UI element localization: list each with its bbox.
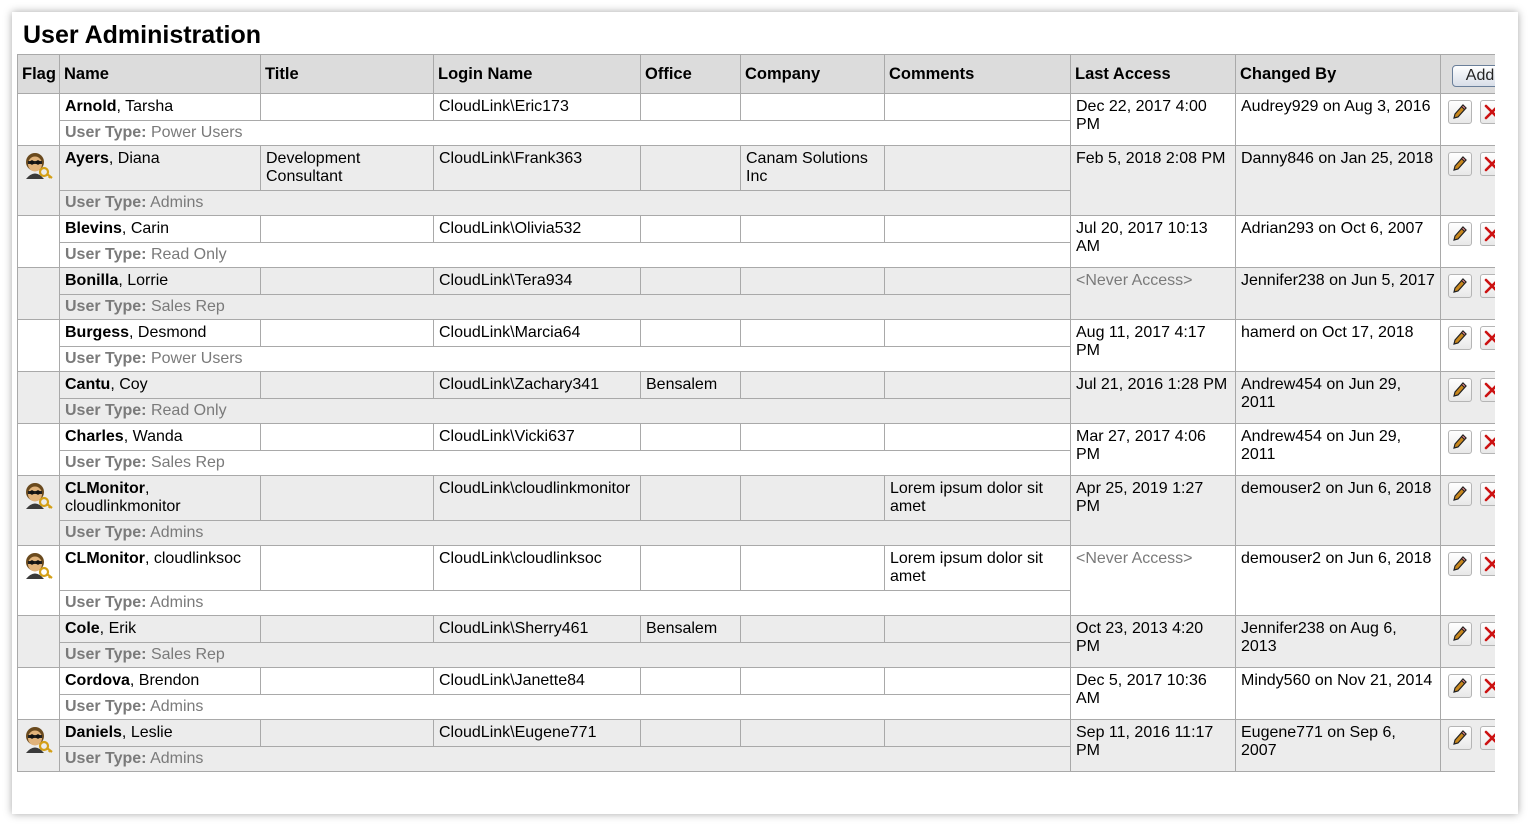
last-name: Cole [65, 620, 100, 637]
last-access-value: Apr 25, 2019 1:27 PM [1076, 480, 1204, 515]
last-name: Blevins [65, 220, 122, 237]
first-name: , cloudlinksoc [144, 550, 242, 567]
changed-by-cell: Mindy560 on Nov 21, 2014 [1236, 668, 1441, 720]
comments-cell: Lorem ipsum dolor sit amet [885, 476, 1071, 521]
delete-user-button[interactable] [1480, 622, 1495, 646]
table-row[interactable] [18, 424, 1496, 451]
title-cell [261, 720, 434, 747]
office-cell [641, 268, 741, 295]
edit-user-button[interactable] [1448, 378, 1472, 402]
actions-cell [1441, 94, 1496, 146]
edit-user-button[interactable] [1448, 274, 1472, 298]
delete-user-button[interactable] [1480, 222, 1495, 246]
last-access-value: <Never Access> [1076, 550, 1193, 567]
comments-cell [885, 268, 1071, 295]
delete-user-button[interactable] [1480, 674, 1495, 698]
login-name-cell: CloudLink\cloudlinkmonitor [434, 476, 641, 521]
login-name-cell: CloudLink\Eric173 [434, 94, 641, 121]
table-row[interactable] [18, 372, 1496, 399]
comments-cell [885, 616, 1071, 643]
company-cell [741, 616, 885, 643]
login-name-cell: CloudLink\Janette84 [434, 668, 641, 695]
user-type-label: User Type: [65, 698, 147, 715]
company-cell [741, 94, 885, 121]
user-type-value: Power Users [150, 124, 243, 141]
user-type-value: Sales Rep [150, 646, 225, 663]
last-name: Charles [65, 428, 124, 445]
company-cell [741, 268, 885, 295]
table-row[interactable] [18, 216, 1496, 243]
actions-header [1441, 55, 1496, 94]
user-type-label: User Type: [65, 298, 147, 315]
flag-cell [18, 476, 60, 546]
user-type-value: Read Only [150, 246, 227, 263]
company-cell [741, 546, 885, 591]
changed-by-cell: Andrew454 on Jun 29, 2011 [1236, 372, 1441, 424]
title-cell [261, 424, 434, 451]
user-type-value: Admins [150, 698, 204, 715]
actions-cell [1441, 146, 1496, 216]
delete-user-button[interactable] [1480, 378, 1495, 402]
office-cell [641, 320, 741, 347]
changed-by-cell: Adrian293 on Oct 6, 2007 [1236, 216, 1441, 268]
comments-cell: Lorem ipsum dolor sit amet [885, 546, 1071, 591]
company-cell [741, 320, 885, 347]
comments-cell [885, 424, 1071, 451]
title-cell [261, 94, 434, 121]
users-table [17, 54, 1495, 772]
delete-user-button[interactable] [1480, 482, 1495, 506]
login-name-cell: CloudLink\Vicki637 [434, 424, 641, 451]
column-header-changed-by[interactable]: Changed By [1236, 55, 1441, 94]
user-type-value: Power Users [150, 350, 243, 367]
title-cell [261, 268, 434, 295]
last-access-cell [1071, 94, 1236, 146]
login-name-cell: CloudLink\Frank363 [434, 146, 641, 191]
user-type-cell [60, 295, 1071, 320]
delete-user-button[interactable] [1480, 274, 1495, 298]
edit-user-button[interactable] [1448, 430, 1472, 454]
last-access-value: Dec 5, 2017 10:36 AM [1076, 672, 1207, 707]
edit-user-button[interactable] [1448, 674, 1472, 698]
office-cell: Bensalem [641, 616, 741, 643]
table-row[interactable] [18, 146, 1496, 191]
last-name: Cantu [65, 376, 111, 393]
column-header-login-name[interactable]: Login Name [434, 55, 641, 94]
actions-cell [1441, 216, 1496, 268]
user-type-label: User Type: [65, 646, 147, 663]
page-title: User Administration [23, 21, 262, 49]
last-access-value: Dec 22, 2017 4:00 PM [1076, 98, 1207, 133]
actions-cell [1441, 320, 1496, 372]
flag-cell [18, 320, 60, 372]
login-name-cell: CloudLink\Marcia64 [434, 320, 641, 347]
last-name: Burgess [65, 324, 130, 341]
last-access-value: Sep 11, 2016 11:17 PM [1076, 724, 1214, 759]
office-cell [641, 94, 741, 121]
user-type-cell [60, 521, 1071, 546]
company-cell [741, 372, 885, 399]
login-name-cell: CloudLink\cloudlinksoc [434, 546, 641, 591]
comments-cell [885, 720, 1071, 747]
user-type-cell [60, 451, 1071, 476]
first-name: , Leslie [121, 724, 173, 741]
login-name-cell: CloudLink\Tera934 [434, 268, 641, 295]
actions-cell [1441, 268, 1496, 320]
table-row[interactable] [18, 476, 1496, 521]
first-name: , Erik [99, 620, 137, 637]
last-access-cell [1071, 424, 1236, 476]
user-type-value: Admins [150, 194, 204, 211]
user-type-cell [60, 695, 1071, 720]
user-type-value: Admins [150, 524, 204, 541]
company-cell [741, 668, 885, 695]
edit-user-button[interactable] [1448, 100, 1472, 124]
office-cell [641, 668, 741, 695]
table-row[interactable] [18, 720, 1496, 747]
title-cell [261, 372, 434, 399]
delete-user-button[interactable] [1480, 552, 1495, 576]
comments-cell [885, 372, 1071, 399]
actions-cell [1441, 720, 1496, 772]
office-cell [641, 424, 741, 451]
last-access-cell [1071, 372, 1236, 424]
user-type-label: User Type: [65, 524, 147, 541]
name-cell [60, 268, 261, 295]
comments-cell [885, 216, 1071, 243]
actions-cell [1441, 372, 1496, 424]
user-admin-window [12, 12, 1518, 814]
delete-user-button[interactable] [1480, 326, 1495, 350]
comments-cell [885, 146, 1071, 191]
flag-cell [18, 372, 60, 424]
first-name: , Diana [108, 150, 160, 167]
login-name-cell: CloudLink\Olivia532 [434, 216, 641, 243]
login-name-cell: CloudLink\Sherry461 [434, 616, 641, 643]
last-name: Bonilla [65, 272, 119, 289]
login-name-cell: CloudLink\Zachary341 [434, 372, 641, 399]
first-name: , cloudlinkmonitor [65, 480, 181, 515]
name-cell [60, 94, 261, 121]
changed-by-cell: Danny846 on Jan 25, 2018 [1236, 146, 1441, 216]
table-row[interactable] [18, 94, 1496, 121]
company-cell: Canam Solutions Inc [741, 146, 885, 191]
title-cell [261, 616, 434, 643]
changed-by-cell: Jennifer238 on Jun 5, 2017 [1236, 268, 1441, 320]
changed-by-cell: Audrey929 on Aug 3, 2016 [1236, 94, 1441, 146]
user-type-cell [60, 191, 1071, 216]
table-row[interactable] [18, 320, 1496, 347]
last-access-cell [1071, 616, 1236, 668]
admin-key-icon [23, 152, 59, 180]
edit-user-button[interactable] [1448, 482, 1472, 506]
comments-cell [885, 668, 1071, 695]
admin-key-icon [23, 552, 59, 580]
first-name: , Wanda [123, 428, 183, 445]
last-access-cell [1071, 216, 1236, 268]
name-cell [60, 668, 261, 695]
first-name: , Carin [121, 220, 170, 237]
title-cell [261, 546, 434, 591]
last-access-cell [1071, 146, 1236, 216]
office-cell: Bensalem [641, 372, 741, 399]
office-cell [641, 720, 741, 747]
first-name: , Lorrie [118, 272, 169, 289]
actions-cell [1441, 476, 1496, 546]
actions-cell [1441, 424, 1496, 476]
name-cell [60, 476, 261, 521]
user-type-value: Admins [150, 750, 204, 767]
last-access-cell [1071, 320, 1236, 372]
edit-user-button[interactable] [1448, 326, 1472, 350]
office-cell [641, 476, 741, 521]
flag-cell [18, 668, 60, 720]
name-cell [60, 372, 261, 399]
column-header-name[interactable]: Name [60, 55, 261, 94]
flag-cell [18, 94, 60, 146]
office-cell [641, 216, 741, 243]
last-access-value: Jul 21, 2016 1:28 PM [1076, 376, 1228, 393]
comments-cell [885, 94, 1071, 121]
flag-cell [18, 720, 60, 772]
flag-cell [18, 424, 60, 476]
column-header-title[interactable]: Title [261, 55, 434, 94]
table-row[interactable] [18, 546, 1496, 591]
last-name: CLMonitor [65, 550, 145, 567]
flag-cell [18, 216, 60, 268]
changed-by-cell: demouser2 on Jun 6, 2018 [1236, 476, 1441, 546]
last-access-value: Feb 5, 2018 2:08 PM [1076, 150, 1226, 167]
last-access-value: Mar 27, 2017 4:06 PM [1076, 428, 1206, 463]
user-type-label: User Type: [65, 594, 147, 611]
flag-cell [18, 546, 60, 616]
last-access-cell [1071, 668, 1236, 720]
changed-by-cell: hamerd on Oct 17, 2018 [1236, 320, 1441, 372]
name-cell [60, 546, 261, 591]
column-header-flag[interactable]: Flag [18, 55, 60, 94]
table-row[interactable] [18, 268, 1496, 295]
actions-cell [1441, 668, 1496, 720]
last-name: Arnold [65, 98, 117, 115]
last-name: Daniels [65, 724, 122, 741]
actions-cell [1441, 546, 1496, 616]
changed-by-cell: demouser2 on Jun 6, 2018 [1236, 546, 1441, 616]
user-type-label: User Type: [65, 194, 147, 211]
name-cell [60, 720, 261, 747]
last-name: Ayers [65, 150, 109, 167]
first-name: , Brendon [129, 672, 200, 689]
user-type-label: User Type: [65, 454, 147, 471]
user-type-cell [60, 347, 1071, 372]
name-cell [60, 616, 261, 643]
flag-cell [18, 268, 60, 320]
user-type-label: User Type: [65, 350, 147, 367]
comments-cell [885, 320, 1071, 347]
last-access-value: <Never Access> [1076, 272, 1193, 289]
changed-by-cell: Eugene771 on Sep 6, 2007 [1236, 720, 1441, 772]
company-cell [741, 720, 885, 747]
add-user-button[interactable]: Add [1452, 65, 1495, 87]
name-cell [60, 216, 261, 243]
edit-user-button[interactable] [1448, 222, 1472, 246]
last-access-value: Jul 20, 2017 10:13 AM [1076, 220, 1208, 255]
title-cell [261, 320, 434, 347]
user-type-value: Read Only [150, 402, 227, 419]
user-type-label: User Type: [65, 124, 147, 141]
changed-by-cell: Andrew454 on Jun 29, 2011 [1236, 424, 1441, 476]
user-type-cell [60, 121, 1071, 146]
edit-user-button[interactable] [1448, 726, 1472, 750]
name-cell [60, 424, 261, 451]
edit-user-button[interactable] [1448, 622, 1472, 646]
office-cell [641, 546, 741, 591]
flag-cell [18, 616, 60, 668]
column-header-comments[interactable]: Comments [885, 55, 1071, 94]
last-name: CLMonitor [65, 480, 145, 497]
title-cell: Development Consultant [261, 146, 434, 191]
last-access-cell [1071, 476, 1236, 546]
name-cell [60, 320, 261, 347]
users-table-container [17, 54, 1495, 814]
last-access-cell [1071, 268, 1236, 320]
column-header-company[interactable]: Company [741, 55, 885, 94]
first-name: , Desmond [129, 324, 207, 341]
first-name: , Tarsha [116, 98, 174, 115]
login-name-cell: CloudLink\Eugene771 [434, 720, 641, 747]
title-cell [261, 668, 434, 695]
edit-user-button[interactable] [1448, 152, 1472, 176]
last-access-cell [1071, 720, 1236, 772]
company-cell [741, 424, 885, 451]
delete-user-button[interactable] [1480, 430, 1495, 454]
last-access-value: Oct 23, 2013 4:20 PM [1076, 620, 1204, 655]
column-header-last-access[interactable]: Last Access [1071, 55, 1236, 94]
flag-cell [18, 146, 60, 216]
user-type-value: Admins [150, 594, 204, 611]
user-type-label: User Type: [65, 246, 147, 263]
office-cell [641, 146, 741, 191]
table-row[interactable] [18, 616, 1496, 643]
company-cell [741, 216, 885, 243]
last-name: Cordova [65, 672, 130, 689]
title-cell [261, 476, 434, 521]
user-type-value: Sales Rep [150, 298, 225, 315]
user-type-cell [60, 243, 1071, 268]
delete-user-button[interactable] [1480, 726, 1495, 750]
delete-user-button[interactable] [1480, 152, 1495, 176]
company-cell [741, 476, 885, 521]
column-header-office[interactable]: Office [641, 55, 741, 94]
user-type-value: Sales Rep [150, 454, 225, 471]
user-type-cell [60, 399, 1071, 424]
user-type-cell [60, 591, 1071, 616]
header-row [18, 55, 1496, 94]
changed-by-cell: Jennifer238 on Aug 6, 2013 [1236, 616, 1441, 668]
admin-key-icon [23, 726, 59, 754]
delete-user-button[interactable] [1480, 100, 1495, 124]
last-access-cell [1071, 546, 1236, 616]
actions-cell [1441, 616, 1496, 668]
edit-user-button[interactable] [1448, 552, 1472, 576]
users-table-body [18, 94, 1496, 772]
last-access-value: Aug 11, 2017 4:17 PM [1076, 324, 1206, 359]
title-cell [261, 216, 434, 243]
name-cell [60, 146, 261, 191]
user-type-label: User Type: [65, 750, 147, 767]
user-type-cell [60, 747, 1071, 772]
admin-key-icon [23, 482, 59, 510]
user-type-cell [60, 643, 1071, 668]
user-type-label: User Type: [65, 402, 147, 419]
first-name: , Coy [110, 376, 148, 393]
table-row[interactable] [18, 668, 1496, 695]
